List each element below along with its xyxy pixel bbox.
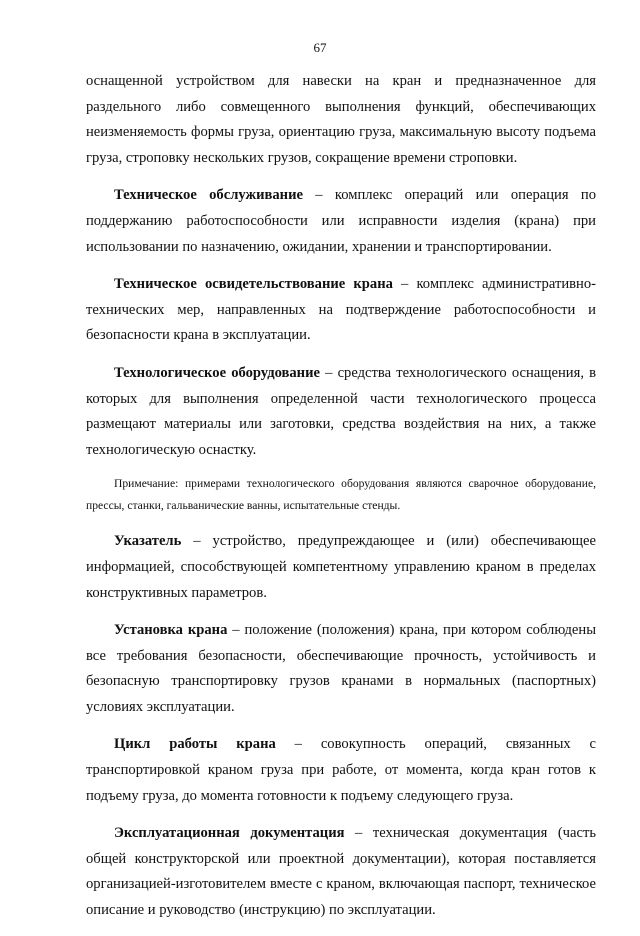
definition-text: совокупность операций, связанных с транспортировкой краном груза при работе, от момента, когда кран готов к подъему груза, до момента готовности к подъему следующего груза. [86,736,597,804]
page-body [86,69,596,936]
definition-dash: – [275,736,321,753]
note [86,473,596,517]
definition-term: Цикл работы крана [114,736,276,753]
definition-indicator [86,529,596,606]
definition-work-cycle [86,732,596,809]
definition-technical-maintenance [86,183,596,260]
definition-term: Техническое обслуживание [114,187,303,204]
definition-crane-installation [86,618,596,720]
note-text: Примечание: примерами технологического оборудования являются сварочное оборудование, прессы, станки, гальванические ванны, испытательные стенды. [86,477,596,513]
definition-dash: – [181,533,213,550]
definition-dash: – [319,364,338,381]
paragraph-text: оснащенной устройством для навески на кран и предназначенное для раздельного либо совмещенного выполнения функций, обеспечивающих неизменяемость формы груза, ориентацию груза, максимальную высоту подъема груза, строповку нескольких грузов, сокращение времени строповки. [86,73,596,166]
definition-term: Техническое освидетельствование крана [114,276,393,293]
definition-text: комплекс операций или операция по поддержанию работоспособности или исправности изделия (крана) при использовании по назначению, ожидании, хранении и транспортировании. [86,187,596,255]
definition-dash: – [344,825,373,842]
definition-technological-equipment [86,361,596,463]
definition-term: Эксплуатационная документация [114,825,345,842]
page-number: 67 [313,40,327,55]
definition-term: Установка крана [114,622,228,639]
definition-term: Указатель [114,533,182,550]
definition-operational-documentation [86,821,596,923]
definition-text: средства технологического оснащения, в которых для выполнения определенной части технологического процесса размещают материалы или заготовки, средства воздействия на них, а также технологическую оснастку. [86,364,597,458]
definition-dash: – [302,187,335,204]
paragraph-continuation [86,69,596,171]
definition-dash: – [227,622,245,639]
definition-dash: – [392,276,417,293]
definition-text: устройство, предупреждающее и (или) обеспечивающее информацией, способствующей компетентному управлению краном в пределах конструктивных параметров. [86,533,596,601]
definition-text: положение (положения) крана, при котором соблюдены все требования безопасности, обеспечивающие прочность, устойчивость и безопасную транспортировку грузов кранами в нормальных (паспортных) условиях эксплуатации. [86,622,596,715]
definition-text: техническая документация (часть общей конструкторской или проектной документации), которая поставляется организацией-изготовителем вместе с краном, включающая паспорт, техническое описание и руководство (инструкцию) по эксплуатации. [86,825,597,919]
definition-technical-inspection [86,272,596,349]
definition-text: комплекс административно-технических мер, направленных на подтверждение работоспособности и безопасности крана в эксплуатации. [86,276,596,344]
definition-term: Технологическое оборудование [114,364,320,381]
